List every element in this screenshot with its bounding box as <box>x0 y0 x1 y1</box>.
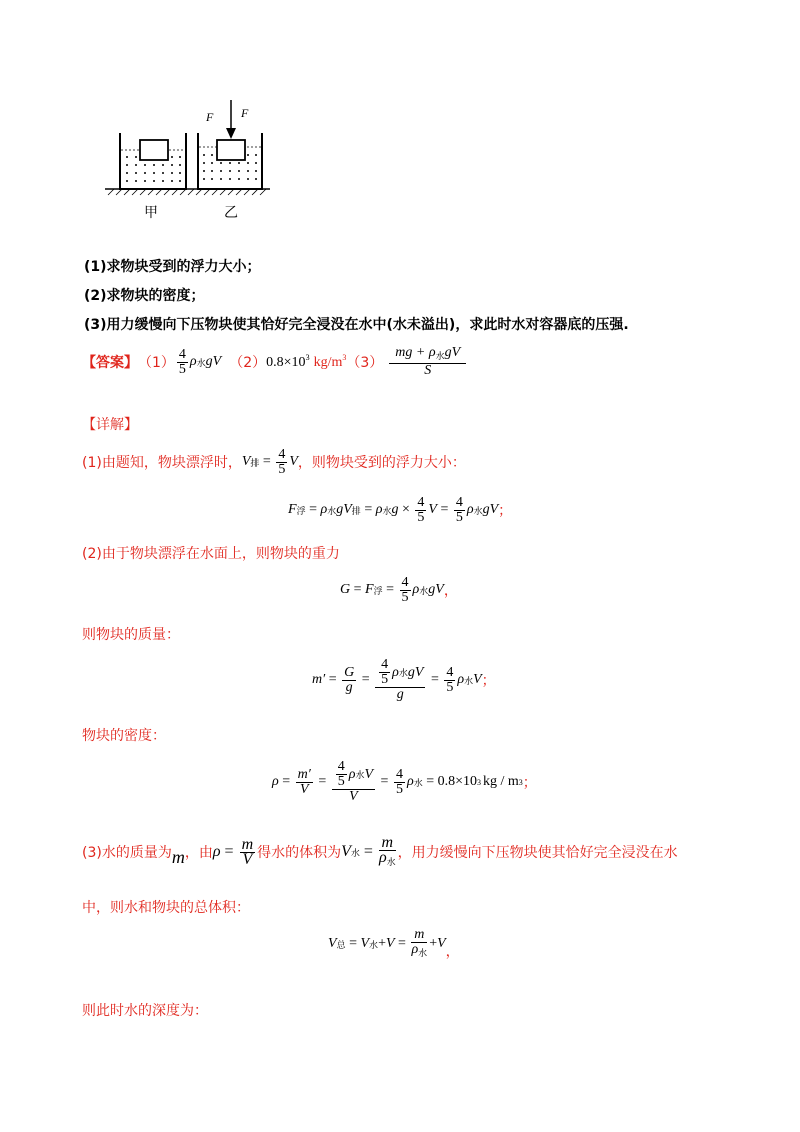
g-symbol: g <box>444 345 452 360</box>
sub-water: 水 <box>369 939 379 950</box>
answer-line <box>82 342 468 382</box>
beaker-figure <box>100 95 285 225</box>
buoyancy-equation: F 浮 = ρ 水 g V 排 = ρ 水 g × $\frac{4}{5}$ V = $\frac{4}{5}$ ρ 水 g V ； <box>288 494 513 525</box>
semicolon: ； <box>522 776 537 791</box>
frac-den: V <box>242 850 253 868</box>
v-symbol: V <box>437 936 446 951</box>
detail-step-3: 则物块的质量： <box>82 627 180 643</box>
detail-step-7: 则此时水的深度为： <box>82 1003 208 1019</box>
answer-part-3-label: （3） <box>346 355 384 371</box>
v-symbol: V <box>428 502 437 517</box>
frac-num: 4 <box>401 574 409 590</box>
answer-3-formula <box>389 346 466 378</box>
v-symbol: V <box>343 502 352 517</box>
sub-water: 水 <box>327 505 337 516</box>
f-symbol: F <box>365 582 374 597</box>
frac-den: 5 <box>337 774 345 789</box>
rho-symbol: ρ <box>466 502 474 517</box>
rho-symbol: ρ <box>272 774 279 789</box>
g-symbol: g <box>482 502 490 517</box>
frac-num: 4 <box>446 664 454 680</box>
mass-equation: m′ = $\frac{G}{g}$ = $\frac{4}{5}$ ρ 水 g V g = $\frac{4}{5}$ ρ 水 V ； <box>312 657 496 702</box>
detail-step-6: 中，则水和物块的总体积： <box>82 900 250 916</box>
frac-num: 4 <box>395 766 403 782</box>
detail-step-5-text-b: ，由 <box>184 845 213 861</box>
frac-num: G <box>344 664 355 680</box>
nested-frac <box>332 760 375 804</box>
v-symbol: V <box>241 454 251 469</box>
block-left <box>140 140 168 160</box>
answer-2-exp: 3 <box>305 353 310 362</box>
answer-2-number: 0.8×10 <box>266 355 306 370</box>
sub-zong: 总 <box>336 939 346 950</box>
v-symbol: V <box>364 766 374 782</box>
sub-water: 水 <box>413 777 423 788</box>
g-symbol: g <box>428 582 436 597</box>
detail-step-1-text: (1)由题知，物块漂浮时， <box>82 455 242 471</box>
question-3: (3)用力缓慢向下压物块使其恰好完全浸没在水中(水未溢出)，求此时水对容器底的压强. <box>84 317 629 333</box>
v-symbol: V <box>473 672 482 687</box>
sub-pai: 排 <box>351 505 361 516</box>
answer-1-formula <box>175 348 221 377</box>
sub-water: 水 <box>350 847 360 858</box>
frac-num: m′ <box>297 766 311 782</box>
answer-part-1-label: （1） <box>138 355 175 371</box>
water-volume-formula: V 水 = $\frac{m}{\rho_水}$ <box>341 833 396 867</box>
v-symbol: V <box>385 936 395 951</box>
answer-2-unit-exp: 3 <box>342 353 347 362</box>
frac-num: 4 <box>455 494 463 510</box>
g-symbol: g <box>336 502 344 517</box>
frac-num: 4 <box>337 759 345 774</box>
density-def-formula: ρ = $\frac{m}{V}$ <box>212 835 254 868</box>
detail-step-5-text-a: (3)水的质量为 <box>82 845 172 861</box>
detail-step-1 <box>82 442 466 482</box>
frac-den: 5 <box>446 679 454 695</box>
sub-water: 水 <box>473 505 483 516</box>
sub-fu: 浮 <box>373 585 383 596</box>
frac-den: 5 <box>278 461 286 477</box>
rho-symbol: ρ <box>348 766 356 782</box>
density-unit-exp: 3 <box>518 777 523 787</box>
plus-sign: + <box>378 936 386 951</box>
answer-tag: 【答案】 <box>82 355 138 371</box>
g-symbol: g <box>407 664 415 680</box>
v-symbol: V <box>451 345 461 360</box>
label-jia: 甲 <box>144 205 158 221</box>
question-2: (2)求物块的密度； <box>84 288 205 304</box>
v-symbol: V <box>328 936 337 951</box>
rho-symbol: ρ <box>411 942 419 957</box>
answer-2-unit <box>314 353 347 371</box>
g-symbol: g <box>391 502 399 517</box>
sub-water: 水 <box>398 667 408 678</box>
total-volume-equation: V 总 = V 水 + V = $\frac{m}{\rho_水}$ + V ， <box>328 927 460 960</box>
v-symbol: V <box>489 502 499 517</box>
rho-symbol: ρ <box>428 345 436 360</box>
rho-symbol: ρ <box>378 848 387 866</box>
comma: ， <box>445 945 460 960</box>
mg-term: mg + <box>395 345 429 360</box>
label-yi: 乙 <box>224 205 238 221</box>
block-right <box>217 140 245 160</box>
g-symbol: g <box>205 354 213 369</box>
sub-water: 水 <box>435 351 445 361</box>
frac-den: 5 <box>395 781 403 797</box>
container-left <box>120 133 186 189</box>
detail-tag: 【详解】 <box>82 417 138 433</box>
m-prime-symbol: m′ <box>312 672 326 687</box>
force-label-right: F <box>241 106 249 120</box>
rho-symbol: ρ <box>189 354 197 369</box>
rho-symbol: ρ <box>457 672 465 687</box>
rho-symbol: ρ <box>412 582 420 597</box>
detail-step-4: 物块的密度： <box>82 728 166 744</box>
gravity-equation: G = F 浮 = $\frac{4}{5}$ ρ 水 g V ， <box>340 574 458 605</box>
question-1: (1)求物块受到的浮力大小； <box>84 259 261 275</box>
density-value: 0.8×10 <box>437 774 478 789</box>
frac-den: 5 <box>417 509 425 525</box>
frac-den: 5 <box>401 589 409 605</box>
frac-num: m <box>241 835 254 853</box>
detail-step-1-text-b: ，则物块受到的浮力大小： <box>297 455 466 471</box>
frac-num: m <box>379 836 396 851</box>
frac-den: g <box>345 679 353 695</box>
v-symbol: V <box>435 582 444 597</box>
f-symbol: F <box>288 502 297 517</box>
rho-symbol: ρ <box>406 774 414 789</box>
sub-pai: 排 <box>250 457 260 468</box>
frac-num: 4 <box>278 446 286 462</box>
detail-step-5-text-c: 得水的体积为 <box>257 845 342 861</box>
semicolon: ； <box>481 674 496 689</box>
density-exp: 3 <box>477 777 482 787</box>
g-cap-symbol: G <box>340 582 351 597</box>
detail-step-5-text-d: ，用力缓慢向下压物块使其恰好完全浸没在水 <box>397 845 678 861</box>
frac-num: 4 <box>381 657 389 672</box>
frac-den: 5 <box>455 509 463 525</box>
sub-water: 水 <box>382 505 392 516</box>
s-symbol: S <box>424 363 432 378</box>
density-equation: ρ = $\frac{m'}{V}$ = $\frac{4}{5}$ ρ 水 V V = $\frac{4}{5}$ ρ 水 = 0.8×10 3 kg / m 3 ； <box>272 759 537 804</box>
answer-2-value <box>266 353 309 371</box>
sub-fu: 浮 <box>296 505 306 516</box>
v-symbol: V <box>349 789 358 804</box>
rho-symbol: ρ <box>375 502 383 517</box>
sub-water: 水 <box>355 769 365 780</box>
answer-part-2-label: （2） <box>229 355 267 371</box>
nested-frac <box>375 658 425 702</box>
rho-symbol: ρ <box>392 664 399 680</box>
sub-water: 水 <box>419 585 429 596</box>
semicolon: ； <box>498 504 513 519</box>
m-symbol: m <box>171 846 185 867</box>
v-symbol: V <box>414 664 424 680</box>
sub-water: 水 <box>196 357 206 368</box>
plus-sign: + <box>429 936 438 951</box>
rho-symbol: ρ <box>212 843 221 860</box>
v-symbol: V <box>289 454 298 469</box>
sub-water: 水 <box>464 675 474 686</box>
frac-den: V <box>299 781 309 797</box>
answer-2-unit-text: kg/m <box>313 355 343 370</box>
detail-step-2: (2)由于物块漂浮在水面上，则物块的重力 <box>82 546 340 562</box>
frac-num: 4 <box>417 494 425 510</box>
detail-step-5 <box>82 830 678 874</box>
density-unit: kg / m <box>483 774 519 789</box>
v-symbol: V <box>212 354 222 369</box>
frac-den: 5 <box>178 361 186 377</box>
frac-num: 4 <box>178 346 186 362</box>
frac-num: m <box>411 928 427 943</box>
g-symbol: g <box>396 687 404 702</box>
v-symbol: V <box>360 936 370 951</box>
sub-water: 水 <box>418 948 428 958</box>
v-symbol: V <box>341 843 351 860</box>
rho-symbol: ρ <box>320 502 328 517</box>
sub-water: 水 <box>386 856 396 867</box>
frac-den: 5 <box>381 672 389 687</box>
comma: ， <box>443 584 458 599</box>
force-label-left: F <box>206 110 214 124</box>
v-pai-formula: V 排 = $\frac{4}{5}$ V <box>241 446 298 477</box>
